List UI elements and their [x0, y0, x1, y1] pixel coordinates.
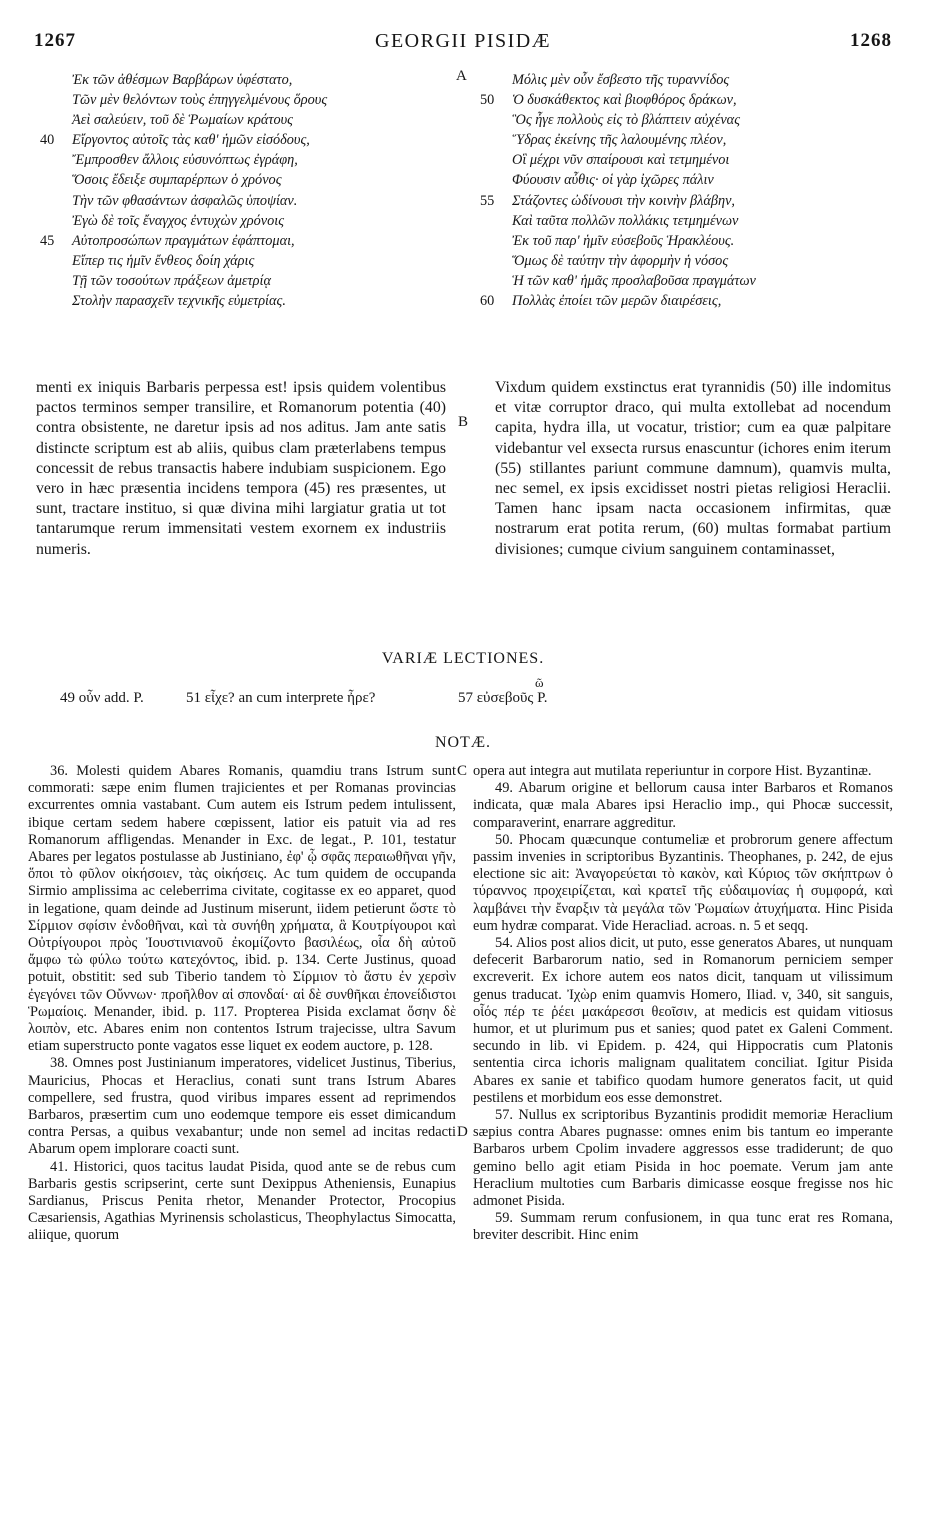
- verse-line: [480, 211, 890, 231]
- note-paragraph: 57. Nullus ex scriptoribus Byzantinis prodidit memoriæ Heraclium sæpius contra Abares pugnasse: omnes enim bis tantum eo imperante Barbaros urbem Cpolim invadere aggressos esse tradiderunt; de quo gemino bello agit etiam Pisida in hoc poemate. Verum jam ante Heraclium multoties cum Barbaris dimicasse eosque fregisse nos hic admonet Pisida.: [473, 1107, 893, 1210]
- margin-marker-a: A: [456, 68, 467, 84]
- variae-lectiones-heading: VARIÆ LECTIONES.: [381, 650, 545, 667]
- note-paragraph: 49. Abarum origine et bellorum causa inter Barbaros et Romanos indicata, quæ mala Abares ipsi Heraclio imp., qui Phocæ successit, comparaverint, enarrare aggreditur.: [473, 780, 893, 831]
- verse-text: Ἔμπροσθεν ἄλλοις εὐσυνόπτως ἐγράφη,: [72, 152, 298, 169]
- verse-line: [40, 231, 440, 251]
- margin-marker-c: C: [457, 763, 468, 779]
- note-paragraph: 59. Summam rerum confusionem, in qua tunc erat res Romana, breviter describit. Hinc enim: [473, 1210, 893, 1244]
- verse-text: Πολλὰς ἐποίει τῶν μερῶν διαιρέσεις,: [512, 293, 722, 310]
- verse-text: Ἐκ τῶν ἀθέσμων Βαρβάρων ὑφέστατο,: [72, 72, 293, 88]
- variant-reading-57: 57 εὐσεβοῦς P.: [458, 690, 548, 706]
- verse-line: [40, 291, 440, 311]
- note-paragraph: 54. Alios post alios dicit, ut puto, esse generatos Abares, ut nunquam defecerit Barbarorum natio, sed in Romanorum perniciem semper excreverit. Ex ichore autem eos natos dicit, tanquam ut vilissimum genus traducat. Ἰχὼρ enim quamvis Homero, Iliad. v, 340, sit sanguis, οἷός πέρ τε ῥέει μακάρεσσι θεοῖσιν, at medicis est quidam vitiosus humor, et ut plurimum pus et sanies; quod patet ex Galeni Comment. secundo in lib. vi Epidem. p. 424, qui Hippocratis cum Platonis sententia circa ichoris malignam qualitatem conciliat. Igitur Pisida Abares ex sanie et tabifico quodam humore generatos facit, ut quid pestilens et morbidum eos esse demonstret.: [473, 935, 893, 1106]
- verse-text: Εἴργοντος αὐτοῖς τὰς καθ' ἡμῶν εἰσόδους,: [72, 132, 310, 149]
- verse-line: [40, 70, 440, 90]
- verse-text: Ἡ τῶν καθ' ἡμᾶς προσλαβοῦσα πραγμάτων: [512, 272, 756, 289]
- verse-line: [480, 90, 890, 110]
- running-title: GEORGII PISIDÆ: [375, 30, 551, 52]
- verse-text: Καὶ ταῦτα πολλῶν πολλάκις τετμημένων: [512, 212, 739, 229]
- note-paragraph: opera aut integra aut mutilata reperiuntur in corpore Hist. Byzantinæ.: [473, 763, 872, 779]
- verse-line: [40, 150, 440, 170]
- page-header: [34, 30, 892, 58]
- notes-column-left: [28, 763, 456, 1245]
- variant-reading-51: 51 εἶχε? an cum interprete ἦρε?: [186, 690, 376, 706]
- right-page-number: 1268: [850, 30, 892, 51]
- greek-verse-left: [40, 70, 440, 311]
- verse-text: Ὁ δυσκάθεκτος καὶ βιοφθόρος δράκων,: [512, 92, 737, 109]
- verse-text: Τῇ τῶν τοσούτων πράξεων ἀμετρίᾳ: [72, 272, 271, 289]
- verse-text: Ὕδρας ἐκείνης τῆς λαλουμένης πλέον,: [512, 132, 727, 149]
- verse-line: [480, 251, 890, 271]
- verse-text: Φύουσιν αὖθις· οἱ γὰρ ἰχῶρες πάλιν: [512, 172, 714, 189]
- variant-reading-57-superscript: ῶ: [535, 675, 544, 690]
- verse-text: Τὴν τῶν φθασάντων ἀσφαλῶς ὑποψίαν.: [72, 192, 298, 209]
- verse-text: Τῶν μὲν θελόντων τοὺς ἐπηγγελμένους ὅρους: [72, 92, 328, 109]
- verse-line: [480, 70, 890, 90]
- verse-text: Εἴπερ τις ἡμῖν ἔνθεος δοίη χάρις: [72, 252, 255, 269]
- verse-line: [480, 110, 890, 130]
- verse-line: [40, 110, 440, 130]
- verse-line: [40, 170, 440, 190]
- note-paragraph: 41. Historici, quos tacitus laudat Pisida, quod ante se de rebus cum Barbaris gestis scripserint, certe sunt Dexippus Atheniensis, Eunapius Sardianus, Priscus Penita rhetor, Menander Protector, Procopius Cæsariensis, Agathias Myrinensis scholasticus, Theophylactus Simocatta, aliique, quorum: [28, 1158, 456, 1244]
- line-number: 45: [40, 232, 55, 249]
- verse-line: [480, 170, 890, 190]
- variant-reading-49: 49 οὖν add. P.: [60, 690, 144, 706]
- verse-text: Στάζοντες ὠδίνουσι τὴν κοινὴν βλάβην,: [512, 192, 736, 209]
- verse-line: [480, 191, 890, 211]
- verse-text: Αὐτοπροσώπων πραγμάτων ἐφάπτομαι,: [72, 232, 295, 249]
- verse-line: [480, 291, 890, 311]
- note-paragraph: 50. Phocam quæcunque contumeliæ et probrorum genere affectum passim invenies in scriptoribus Byzantinis. Theophanes, p. 242, de ejus electione sic ait: Ἀναγορεύεται τὸ κακὸν, καὶ Κύριος τῶν σκήπτρων ὁ τύραννος προχειρίζεται, καὶ κρατεῖ τῆς εὐδαιμονίας ἡ συμφορά, καὶ λαμβάνει τὴν ἔναρξιν τὰ μεγάλα τῶν Ῥωμαίων ἀτυχήματα. Hinc Pisida eum hydræ comparat. Vide Heracliad. acroas. n. 5 et seqq.: [473, 831, 893, 934]
- note-paragraph: 36. Molesti quidem Abares Romanis, quamdiu trans Istrum sunt commorati: sæpe enim flumen trajicientes et per Romanas provincias excurrentes omnia vastabant. Cum autem eis Istrum pedem intulissent, ibique certam sedem habere cœpissent, latior eis patuit via ad res Romanorum affligendas. Menander in Exc. de legat., P. 101, testatur Abares per legatos postulasse ab Justiniano, ἐφ' ᾧ σφᾶς περαιωθῆναι γῆν, ὅποι τὸ φῦλον οἰκήσοιεν, τὰς οἰκήσεις. Ac tum quidem de occupanda Sirmio amplissima ac celeberrima civitate, cogitasse ex eo apparet, quod in legatione, quam deinde ad Justinum miserunt, iidem petierunt ὥστε τὸ Σίρμιον σφίσιν ἐνδοθῆναι, καὶ τὰ συνήθη χρήματα, ἃ Κουτρίγουροι καὶ Οὐτρίγουροι πρὸς Ἰουστινιανοῦ ἐκομίζοντο βασιλέως, οἷα δὴ αὐτοῦ ἄμφω τὼ φύλω τούτω κατεχόντος, ibid. p. 134. Certe Justinus, quoad potuit, obstitit: sed sub Tiberio tandem τὸ Σίρμιον τὸ ἄστυ ἐν χερσὶν ἐγεγόνει τῶν Οὔννων· προῆλθον αἱ σπονδαί· αἱ δὲ συνθῆκαι ἐπονείδιστοι Ῥωμαίοις. Menander, ibid. p. 117. Propterea Pisida exclamat ὅσην δὲ λοιπὸν, etc. Abares enim non contentos Istrum trajecisse, ultra Savum etiam superstructo ponte vagatos esse liquet ex eodem auctore, p. 128.: [28, 763, 456, 1055]
- verse-line: [480, 130, 890, 150]
- verse-text: Μόλις μὲν οὖν ἔσβεστο τῆς τυραννίδος: [512, 72, 730, 88]
- left-page-number: 1267: [34, 30, 76, 51]
- verse-line: [40, 90, 440, 110]
- verse-text: Στολὴν παρασχεῖν τεχνικῆς εὐμετρίας.: [72, 293, 286, 310]
- verse-line: [480, 231, 890, 251]
- notae-heading: NOTÆ.: [434, 734, 492, 751]
- verse-text: Οἳ μέχρι νῦν σπαίρουσι καὶ τετμημένοι: [512, 152, 730, 169]
- notes-column-right: [473, 763, 893, 1245]
- verse-line: [40, 211, 440, 231]
- verse-text: Ὃς ἦγε πολλοὺς εἰς τὸ βλάπτειν αὐχένας: [512, 112, 740, 129]
- verse-text: Ὅμως δὲ ταύτην τὴν ἀφορμὴν ἡ νόσος: [512, 252, 729, 269]
- latin-translation-left: menti ex iniquis Barbaris perpessa est! ipsis quidem volentibus pactos terminos semper transilire, et Romanorum potentia (40) contra obsistente, ne daretur ipsis ad nos aditus. Jam ante satis distincte scriptum est ab aliis, quibus clam præterlabens tempus concessit de rebus transactis habere indubiam suspicionem. Ego vero in hæc præsentia incidens tempora (45) res præsentes, ut sunt, tractare instituo, si quæ divina mihi largiatur gratia ut tot tantarumque rerum immensitati vestem exornem ex industriis numeris.: [36, 379, 446, 558]
- latin-translation-right: Vixdum quidem exstinctus erat tyrannidis (50) ille indomitus et vitæ corruptor draco, qui multa extollebat ad nocendum capita, hydra illa, ut vocatur, tristior; cum ea quæ palpitare videbantur vel exsecta rursus enascuntur (ichores enim iterum (55) stillantes pariunt commune damnum), quamvis multa, nec semel, ex ipsis excidisset nostri pietas religiosi Heraclii. Tamen hanc ipsam nacta occasionem infirmitas, quæ nostrarum erat potita rerum, (60) multas formabat partium divisiones; cumque civium sanguinem contaminasset,: [495, 379, 891, 558]
- verse-line: [40, 191, 440, 211]
- margin-marker-d: D: [457, 1124, 468, 1140]
- verse-line: [480, 150, 890, 170]
- verse-text: Ἀεὶ σαλεύειν, τοῦ δὲ Ῥωμαίων κράτους: [72, 112, 293, 129]
- greek-verse-right: [480, 70, 890, 311]
- line-number: 55: [480, 192, 495, 209]
- margin-marker-b: B: [458, 414, 469, 430]
- verse-line: [40, 251, 440, 271]
- verse-line: [40, 130, 440, 150]
- verse-text: Ἐκ τοῦ παρ' ἡμῖν εὐσεβοῦς Ἡρακλέους.: [512, 232, 735, 249]
- line-number: 50: [480, 92, 495, 109]
- verse-text: Ὅσοις ἔδειξε συμπαρέρπων ὁ χρόνος: [72, 172, 282, 189]
- verse-line: [40, 271, 440, 291]
- verse-line: [480, 271, 890, 291]
- verse-text: Ἐγὼ δὲ τοῖς ἔναγχος ἐντυχὼν χρόνοις: [72, 212, 285, 229]
- note-paragraph: 38. Omnes post Justinianum imperatores, videlicet Justinus, Tiberius, Mauricius, Phocas et Heraclius, conati sunt trans Istrum Abares compellere, sed frustra, quod viribus impares essent ad reprimendos Barbaros, præsertim cum uno eodemque tempore eis esset dimicandum contra Persas, a quibus vexabantur; unde non semel ad incitas redacti Abarum opem implorare coacti sunt.: [28, 1055, 456, 1158]
- line-number: 40: [40, 132, 55, 149]
- line-number: 60: [480, 293, 495, 310]
